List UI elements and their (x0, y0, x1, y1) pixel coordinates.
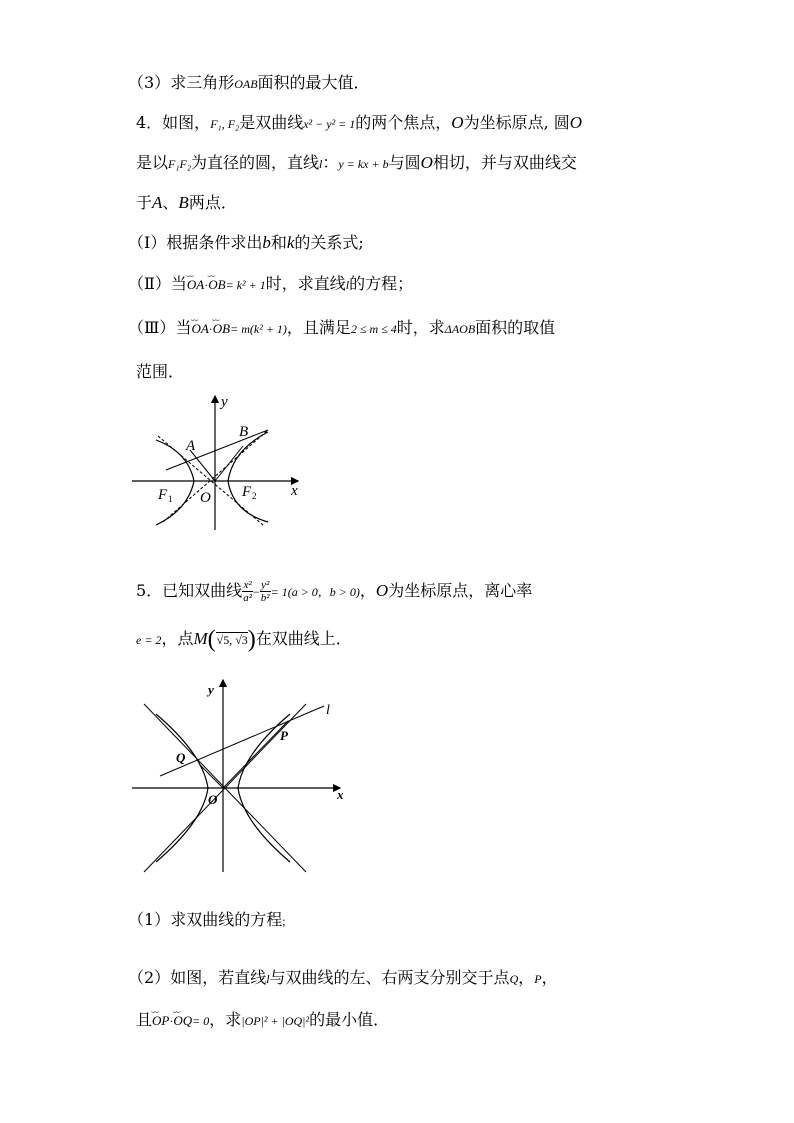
q4-part-3-cont: 范围． (136, 362, 185, 381)
fig1-focus-f1: F (158, 487, 168, 503)
fig1-point-b: B (239, 424, 249, 440)
fig1-focus-f2-sub: 2 (252, 491, 257, 501)
q5-part-2-cont: 且⌣⌣ OP·⌣⌣ OQ= 0，求|OP|² + |OQ|²的最小值． (136, 1010, 389, 1031)
fig1-focus-f2: F (242, 484, 252, 500)
fig2-y-label: y (208, 682, 214, 697)
hyperbola-figure-2 (128, 672, 358, 877)
q5-stem-line2: e = 2，点M(√5, √3)在双曲线上． (136, 626, 352, 653)
fig1-origin: O (200, 490, 211, 506)
q4-part-3: （Ⅲ）当⌣⌣ OA·⌣⌣ OB= m(k² + 1)，且满足2 ≤ m ≤ 4时，求ΔAOB面积的取值 (128, 318, 555, 339)
vector-op: ⌣⌣ OP (152, 1011, 169, 1031)
q3-subquestion: （3）求三角形OAB面积的最大值． (128, 73, 370, 92)
q4-stem-line1: 4．如图，F₁, F₂是双曲线x² − y² = 1的两个焦点，O为坐标原点, 圆O (136, 113, 583, 132)
fig1-point-a: A (186, 438, 196, 454)
fig2-point-q: Q (176, 750, 186, 765)
q4-part-2: （Ⅱ）当⌣⌣ OA·⌣⌣ OB= k² + 1时，求直线l的方程； (128, 274, 413, 295)
q4-stem-line3: 于A、B两点． (136, 193, 237, 212)
q4-stem-line2: 是以F₁F₂为直径的圆，直线l：y = kx + b与圆O相切，并与双曲线交 (136, 153, 577, 172)
q5-part-1: （1）求双曲线的方程; (128, 910, 286, 929)
q5-stem-line1: 5．已知双曲线 $\frac{\text{x²}}{\text{a²}}$ − $\frac{\text{y²}}{\text{b²}}$ = 1(a > 0，b > 0)，O为坐标原点，离心率 (136, 579, 533, 604)
fig1-x-label: x (291, 483, 298, 499)
hyperbola-figure-1 (128, 390, 308, 535)
vector-oa: ⌣⌣ OA (191, 319, 208, 339)
vector-ob: ⌣⌣ OB (213, 319, 230, 339)
fig2-x-label: x (337, 787, 344, 802)
vector-ob: ⌣⌣ OB (208, 275, 225, 295)
fig2-origin: O (208, 792, 218, 807)
fig2-point-p: P (280, 728, 288, 743)
q5-part-2: （2）如图，若直线l与双曲线的左、右两支分别交于点Q，P， (128, 968, 558, 987)
q4-part-1: （Ⅰ）根据条件求出b和k的关系式; (128, 233, 364, 252)
vector-oq: ⌣⌣ OQ (173, 1011, 192, 1031)
fig2-line-l: l (326, 703, 330, 718)
fig1-focus-f1-sub: 1 (168, 494, 173, 504)
vector-oa: ⌣⌣ OA (187, 275, 204, 295)
fig1-y-label: y (221, 394, 228, 410)
